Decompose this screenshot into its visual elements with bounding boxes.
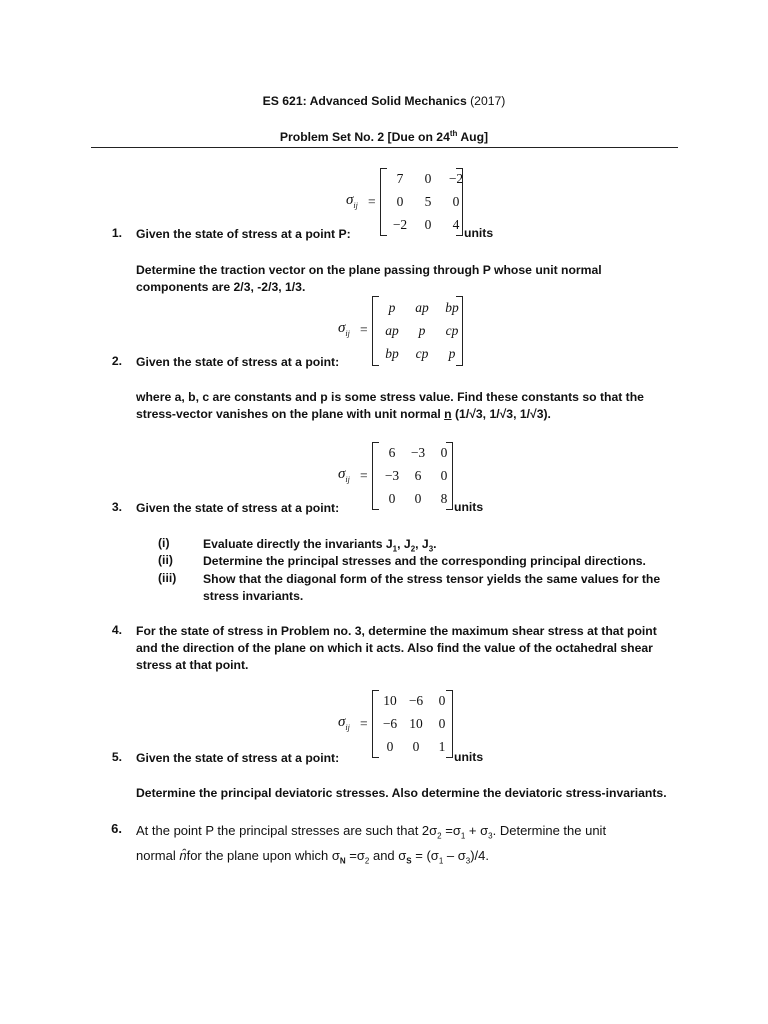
matrix-right-bracket: [456, 296, 463, 366]
problem-body: Determine the principal deviatoric stresses. Also determine the deviatoric stress-invariants.: [136, 786, 667, 800]
matrix-cell: 7: [396, 171, 404, 186]
matrix-cell: 6: [388, 445, 396, 460]
matrix-cell: 0: [440, 468, 448, 483]
matrix-cell: −2: [392, 217, 408, 232]
sigma-ij-label: $\sigma_{ij}$: [338, 714, 350, 732]
problem-stem: Given the state of stress at a point:: [136, 751, 340, 765]
matrix-cell: 0: [452, 194, 460, 209]
stress-matrix-3: [338, 442, 458, 512]
matrix-cell: bp: [385, 346, 399, 361]
problem-set-title: Problem Set No. 2 [Due on 24th Aug]: [279, 129, 489, 145]
matrix-cell: bp: [445, 300, 459, 315]
problem-number: 5.: [111, 750, 122, 764]
matrix-cell: 0: [396, 194, 404, 209]
stress-matrix-5: [338, 690, 458, 760]
sigma-ij-label: $\sigma_{ij}$: [346, 192, 358, 210]
matrix-cell: 0: [424, 217, 432, 232]
units-label: units: [454, 750, 484, 764]
subitem-label: (ii): [158, 553, 173, 567]
matrix-cell: 0: [412, 739, 420, 754]
matrix-cell: 8: [440, 491, 448, 506]
problem-number: 1.: [111, 226, 122, 240]
matrix-right-bracket: [446, 690, 453, 758]
problem-body: where a, b, c are constants and p is some stress value. Find these constants so that the stress-vector vanishes on the plane with unit normal n (1/√3, 1/√3, 1/√3).: [136, 390, 644, 421]
matrix-cell: 0: [388, 491, 396, 506]
matrix-cell: ap: [385, 323, 399, 338]
matrix-cell: 4: [452, 217, 460, 232]
equals-sign: =: [368, 194, 376, 209]
matrix-cell: cp: [415, 346, 429, 361]
matrix-cell: 1: [438, 739, 446, 754]
units-label: units: [464, 226, 494, 240]
subitem-text: Evaluate directly the invariants $J_1$, $J_2$, $J_3$.: [203, 537, 437, 554]
matrix-cell: 5: [424, 194, 432, 209]
subitem-text: Determine the principal stresses and the corresponding principal directions.: [203, 554, 646, 568]
header-divider: [91, 147, 678, 148]
stress-matrix-1: [346, 168, 466, 238]
subitem-label: (i): [158, 536, 170, 550]
subitem-text: Show that the diagonal form of the stress tensor yields the same values for the stress invariants.: [203, 572, 661, 603]
matrix-cell: 6: [414, 468, 422, 483]
matrix-cell: 0: [424, 171, 432, 186]
equals-sign: =: [360, 322, 368, 337]
problem-body: Determine the traction vector on the plane passing through P whose unit normal components are 2/3, -2/3, 1/3.: [136, 263, 602, 294]
matrix-right-bracket: [446, 442, 453, 510]
matrix-cell: p: [418, 323, 426, 338]
subitem-label: (iii): [158, 571, 177, 585]
matrix-cell: 10: [383, 693, 397, 708]
matrix-right-bracket: [456, 168, 463, 236]
matrix-cell: −6: [382, 716, 398, 731]
problem-number: 6.: [111, 821, 122, 836]
matrix-cell: 0: [386, 739, 394, 754]
matrix-cell: p: [448, 346, 456, 361]
problem-line: At the point P the principal stresses are such that $2\sigma_2 =\sigma_1 + \sigma_3$. Determine the unit: [136, 823, 607, 841]
problem-stem: Given the state of stress at a point:: [136, 355, 340, 369]
matrix-cell: −6: [408, 693, 424, 708]
equals-sign: =: [360, 716, 368, 731]
matrix-cell: −2: [448, 171, 464, 186]
problem-stem: Given the state of stress at a point P:: [136, 227, 351, 241]
problem-number: 3.: [111, 500, 122, 514]
problem-number: 4.: [111, 623, 122, 637]
matrix-cell: p: [388, 300, 396, 315]
problem-body: [136, 821, 696, 870]
matrix-cell: −3: [410, 445, 426, 460]
problem-number: 2.: [111, 354, 122, 368]
matrix-cell: −3: [384, 468, 400, 483]
stress-matrix-2: [338, 296, 468, 366]
matrix-cell: 10: [409, 716, 423, 731]
equals-sign: =: [360, 468, 368, 483]
matrix-cell: ap: [415, 300, 429, 315]
matrix-cell: 0: [438, 716, 446, 731]
matrix-cell: 0: [440, 445, 448, 460]
sigma-ij-label: $\sigma_{ij}$: [338, 466, 350, 484]
problem-body: For the state of stress in Problem no. 3, determine the maximum shear stress at that point and the direction of the plane on which it acts. Also find the value of the octahedral shear stress at that point.: [136, 624, 657, 672]
matrix-cell: 0: [414, 491, 422, 506]
units-label: units: [454, 500, 484, 514]
problem-stem: Given the state of stress at a point:: [136, 501, 340, 515]
matrix-cell: 0: [438, 693, 446, 708]
matrix-cell: cp: [445, 323, 459, 338]
sigma-ij-label: $\sigma_{ij}$: [338, 320, 350, 338]
course-title: ES 621: Advanced Solid Mechanics (2017): [262, 94, 506, 108]
problem-line: normal n̂for the plane upon which $\sigma_N =\sigma_2$ and $\sigma_S = (\sigma_1 - \sigma_3)/4$.: [136, 847, 489, 866]
